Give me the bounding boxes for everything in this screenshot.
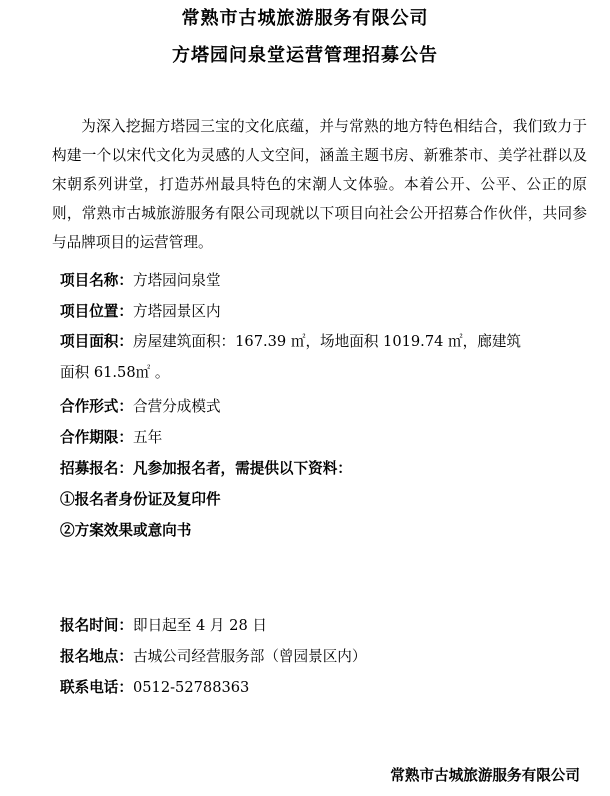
project-name-row xyxy=(60,265,590,296)
phone-row xyxy=(60,672,590,703)
registration-item-2: ②方案效果或意向书 xyxy=(60,522,192,539)
phone-value: 0512-52788363 xyxy=(132,679,250,696)
registration-place-value: 古城公司经营服务部（曾园景区内） xyxy=(132,648,367,665)
project-area-row xyxy=(60,326,590,388)
signature: 常熟市古城旅游服务有限公司 xyxy=(390,767,580,784)
registration-time-label: 报名时间： xyxy=(60,617,133,634)
project-area-value-line1: 房屋建筑面积：167.39 ㎡，场地面积 1019.74 ㎡，廊建筑 xyxy=(132,333,522,350)
registration-heading: 招募报名：凡参加报名者，需提供以下资料： xyxy=(60,460,352,477)
registration-place-row xyxy=(60,641,590,672)
registration-item-1: ①报名者身份证及复印件 xyxy=(60,491,221,508)
term-label: 合作期限： xyxy=(60,429,133,446)
registration-place-label: 报名地点： xyxy=(60,648,133,665)
registration-time-value: 即日起至 4 月 28 日 xyxy=(132,617,267,634)
cooperation-value: 合营分成模式 xyxy=(132,398,221,415)
term-value: 五年 xyxy=(132,429,163,446)
project-location-label: 项目位置： xyxy=(60,303,133,320)
project-area-value-line2: 面积 61.58㎡ 。 xyxy=(60,364,170,381)
cooperation-label: 合作形式： xyxy=(60,398,133,415)
intro-paragraph: 为深入挖掘方塔园三宝的文化底蕴，并与常熟的地方特色相结合，我们致力于构建一个以宋代文化为灵感的人文空间，涵盖主题书房、新雅茶市、美学社群以及宋朝系列讲堂，打造苏州最具特色的宋潮人文体验。本着公开、公平、公正的原则，常熟市古城旅游服务有限公司现就以下项目向社会公开招募合作伙伴，共同参与品牌项目的运营管理。 xyxy=(52,118,587,251)
term-row xyxy=(60,422,590,453)
registration-time-row xyxy=(60,610,590,641)
project-location-value: 方塔园景区内 xyxy=(132,303,221,320)
notice-title: 方塔园问泉堂运营管理招募公告 xyxy=(172,45,438,66)
phone-label: 联系电话： xyxy=(60,679,133,696)
project-name-value: 方塔园问泉堂 xyxy=(132,272,221,289)
cooperation-row xyxy=(60,391,590,422)
company-title: 常熟市古城旅游服务有限公司 xyxy=(181,8,429,29)
project-name-label: 项目名称： xyxy=(60,272,133,289)
project-area-label: 项目面积： xyxy=(60,333,133,350)
project-location-row xyxy=(60,296,590,327)
